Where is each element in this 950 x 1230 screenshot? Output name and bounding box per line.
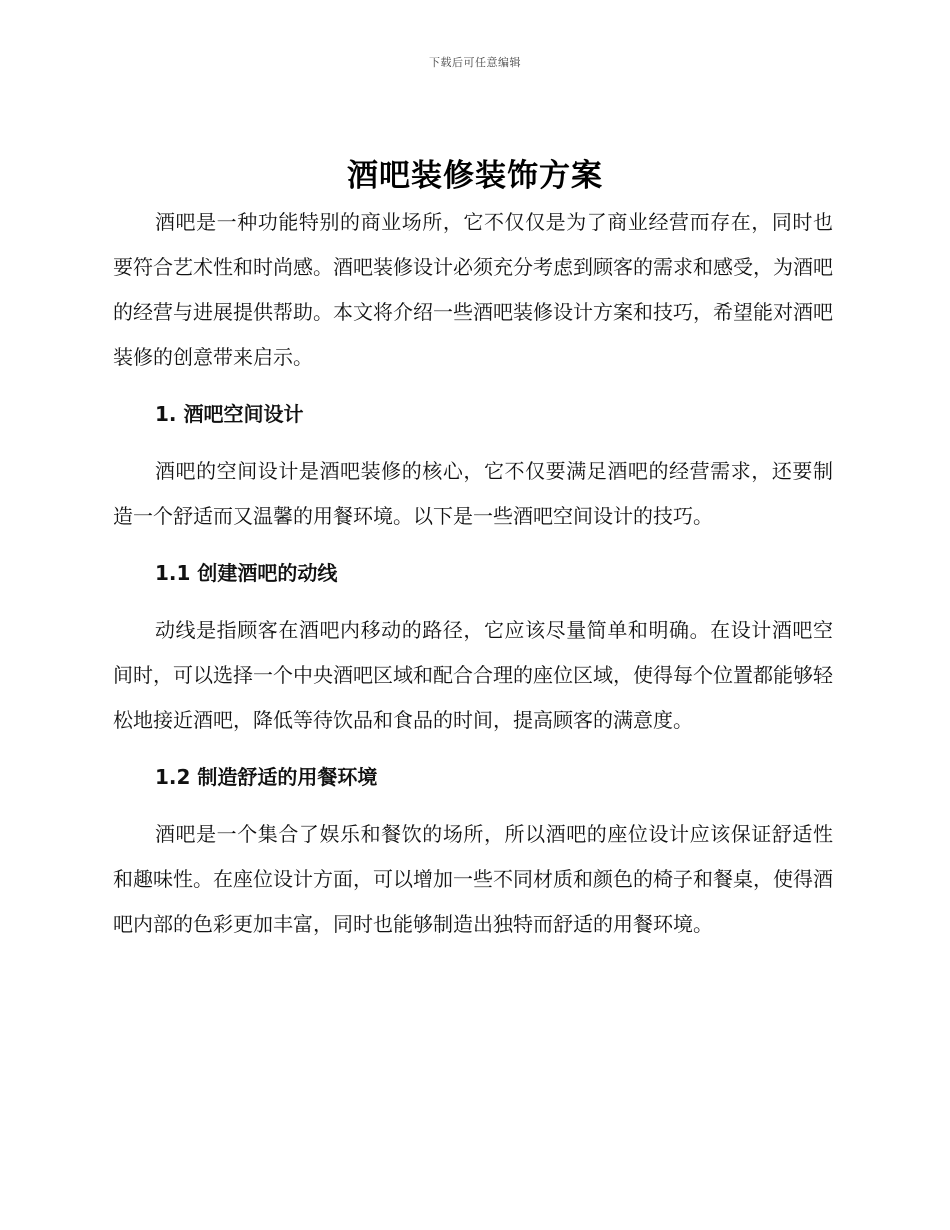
section-heading-circulation: 1.1 创建酒吧的动线: [155, 561, 338, 585]
intro-paragraph: 酒吧是一种功能特别的商业场所，它不仅仅是为了商业经营而存在，同时也要符合艺术性和时尚感。酒吧装修设计必须充分考虑到顾客的需求和感受，为酒吧的经营与进展提供帮助。本文将介绍一些酒吧装修设计方案和技巧，希望能对酒吧装修的创意带来启示。: [113, 210, 833, 369]
section-heading-space-design: 1. 酒吧空间设计: [155, 402, 304, 426]
header-note: 下载后可任意编辑: [429, 56, 521, 69]
section-paragraph-dining-environment: 酒吧是一个集合了娱乐和餐饮的场所，所以酒吧的座位设计应该保证舒适性和趣味性。在座位设计方面，可以增加一些不同材质和颜色的椅子和餐桌，使得酒吧内部的色彩更加丰富，同时也能够制造出独特而舒适的用餐环境。: [113, 822, 833, 936]
section-heading-dining-environment: 1.2 制造舒适的用餐环境: [155, 765, 378, 789]
document-title: 酒吧装修装饰方案: [347, 158, 603, 194]
document-body: [113, 200, 833, 947]
section-paragraph-space-design: 酒吧的空间设计是酒吧装修的核心，它不仅要满足酒吧的经营需求，还要制造一个舒适而又温馨的用餐环境。以下是一些酒吧空间设计的技巧。: [113, 459, 833, 528]
section-paragraph-circulation: 动线是指顾客在酒吧内移动的路径，它应该尽量简单和明确。在设计酒吧空间时，可以选择一个中央酒吧区域和配合合理的座位区域，使得每个位置都能够轻松地接近酒吧，降低等待饮品和食品的时间，提高顾客的满意度。: [113, 618, 833, 732]
